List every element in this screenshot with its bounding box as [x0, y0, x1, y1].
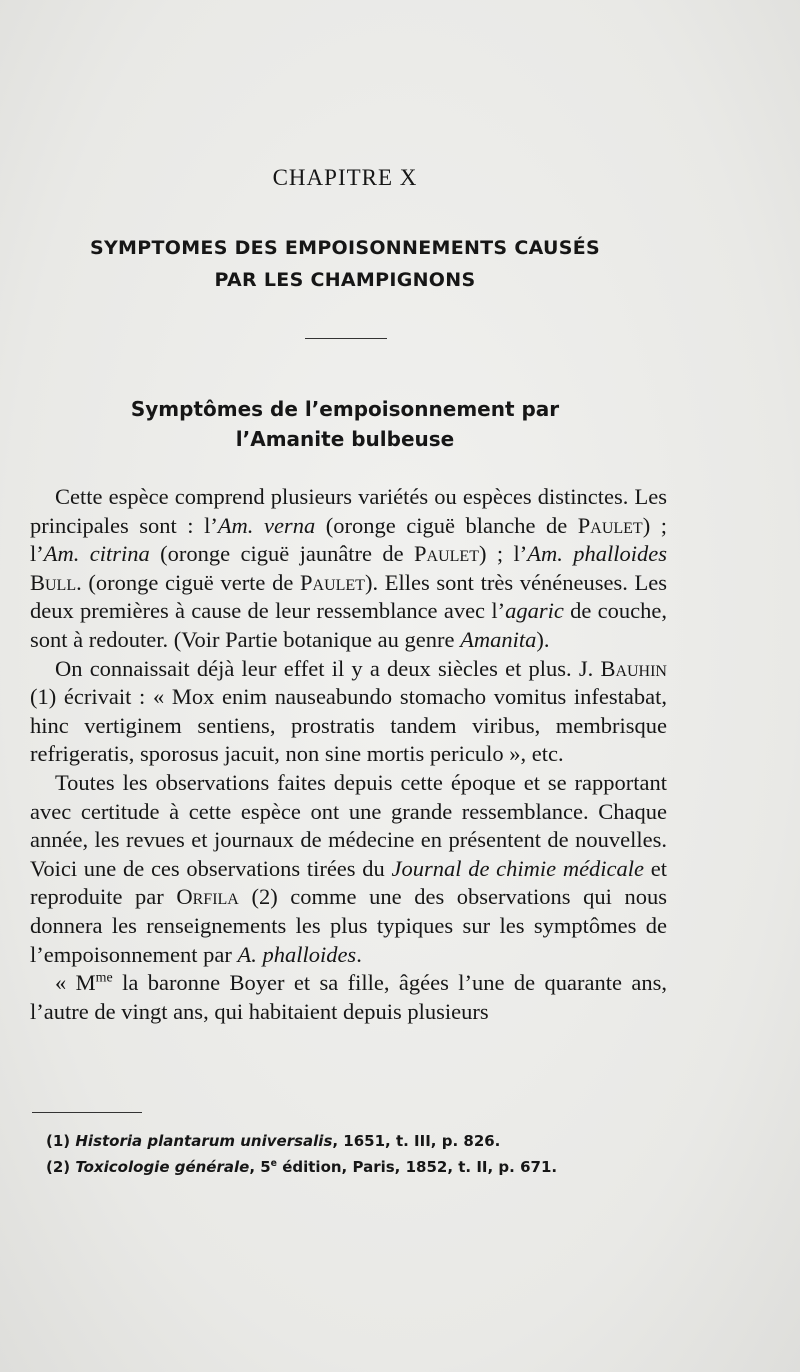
footnote-2 — [46, 1154, 686, 1180]
superscript: e — [270, 1158, 277, 1169]
chapter-heading: CHAPITRE X — [272, 165, 418, 190]
text-run: (oronge ciguë blanche de — [315, 512, 578, 538]
text-run: , 1651, t. III, p. 826. — [332, 1132, 501, 1150]
footnote-title: Historia plantarum universalis — [75, 1132, 333, 1150]
footnote-divider — [32, 1112, 142, 1113]
author-name: Paulet — [577, 512, 643, 538]
footnote-number: (1) — [46, 1132, 76, 1150]
author-name: Paulet — [414, 541, 479, 567]
genus-name: Amanita — [460, 626, 537, 652]
section-heading-line-1: Symptômes de l’empoisonnement par — [130, 397, 560, 421]
text-run: ) ; l’ — [30, 512, 667, 567]
body-text — [30, 483, 667, 1026]
text-run: . — [356, 941, 362, 967]
text-run: (oronge ciguë verte de — [81, 569, 301, 595]
footnote-1 — [46, 1128, 686, 1154]
chapter-title-line-1: SYMPTOMES DES EMPOISONNEMENTS CAUSÉS — [90, 237, 600, 259]
author-name: Paulet — [300, 569, 365, 595]
title-divider — [305, 338, 387, 339]
footnote-number: (2) — [46, 1158, 76, 1176]
chapter-title-line-2: PAR LES CHAMPIGNONS — [214, 269, 476, 291]
footnote-title: Toxicologie générale — [75, 1158, 250, 1176]
text-run: de couche, sont à redouter. (Voir Partie botanique au genre — [30, 598, 667, 652]
section-heading — [0, 394, 690, 454]
species-name: Am. citrina — [43, 541, 150, 567]
text-run: Toutes les observations faites depuis cette époque et se rapportant avec certitude à cette espèce ont une grande ressemblance. Chaque année, les revues et journaux de médecine en présentent de nouvelles. Voici une de ces observations tirées du — [30, 769, 667, 881]
species-name: Am. verna — [217, 512, 316, 538]
author-name: Bull. — [30, 569, 82, 595]
species-name: A. phalloides — [237, 941, 357, 967]
text-run: (1) écrivait : « Mox enim nauseabundo stomacho vomitus infestabat, hinc vertiginem sentiens, prostratis tandem viribus, membrisque refrigeratis, sporosus jacuit, non sine mortis periculo », etc. — [30, 684, 667, 767]
text-run: « M — [55, 970, 96, 996]
species-name: Am. phalloides — [527, 541, 667, 567]
text-run: ). Elles sont très vénéneuses. Les deux premières à cause de leur ressemblance avec l’ — [30, 569, 668, 624]
paragraph-1 — [30, 483, 667, 655]
chapter-title — [0, 232, 690, 296]
journal-title: Journal de chimie médicale — [391, 855, 645, 881]
text-run: (oronge ciguë jaunâtre de — [149, 541, 415, 567]
species-name: agaric — [505, 598, 564, 624]
section-heading-line-2: l’Amanite bulbeuse — [235, 427, 455, 451]
text-run: Cette espèce comprend plusieurs variétés ou espèces distinctes. Les principales sont : l’ — [30, 484, 667, 538]
text-run: ) ; l’ — [478, 541, 528, 567]
author-name: Orfila — [176, 884, 239, 910]
text-run: On connaissait déjà leur effet il y a deux siècles et plus. J. — [55, 655, 601, 681]
paragraph-2 — [30, 655, 667, 769]
paragraph-3 — [30, 769, 667, 969]
text-run: (2) comme une des observations qui nous donnera les renseignements les plus typiques sur les symptômes de l’empoisonnement par — [30, 884, 667, 967]
footnotes — [46, 1128, 686, 1180]
text-run: la baronne Boyer et sa fille, âgées l’une de quarante ans, l’autre de vingt ans, qui habitaient depuis plusieurs — [30, 970, 667, 1024]
text-run: édition, Paris, 1852, t. II, p. 671. — [276, 1158, 558, 1176]
author-name: Bauhin — [600, 655, 667, 681]
paragraph-4 — [30, 969, 667, 1026]
superscript: me — [95, 970, 113, 986]
text-run: et reproduite par — [30, 855, 667, 910]
text-run: , 5 — [249, 1158, 271, 1176]
text-run: ). — [536, 626, 550, 652]
